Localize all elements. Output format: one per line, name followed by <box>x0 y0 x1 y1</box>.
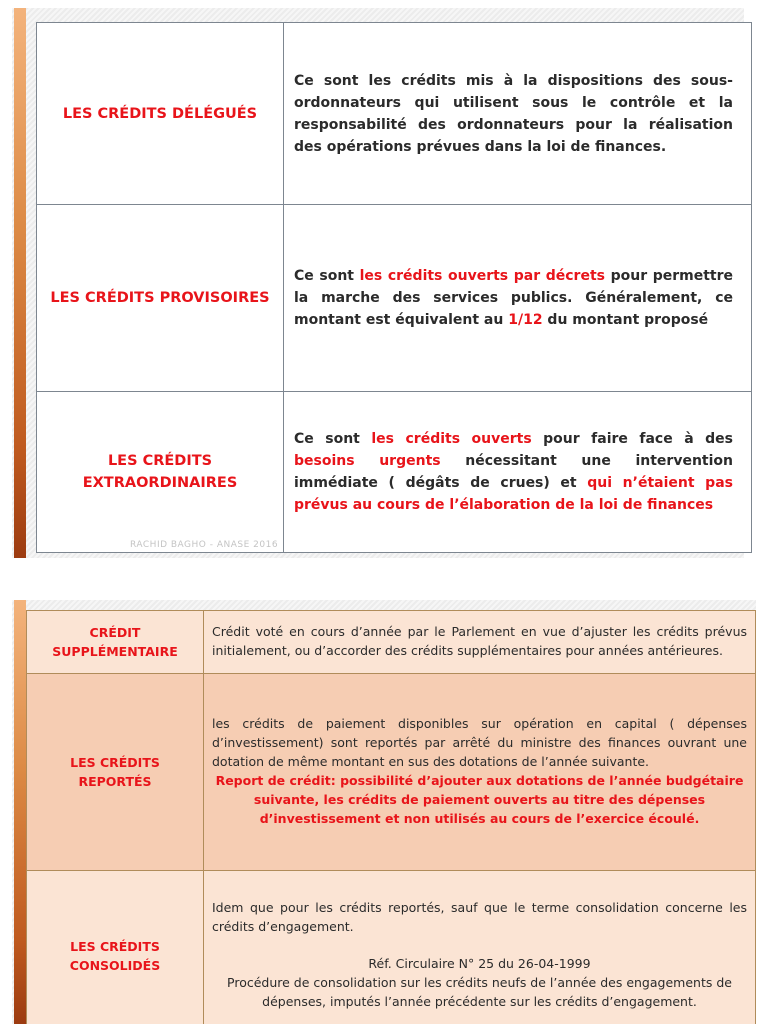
consolidation-procedure: Procédure de consolidation sur les crédits neufs de l’année des engagements de dépenses, imputés l’année précédente sur les crédits d’engagement. <box>227 975 732 1009</box>
text-highlight: 1/12 <box>508 312 543 328</box>
row-text-provisoires <box>284 205 752 392</box>
circulaire-reference: Réf. Circulaire N° 25 du 26-04-1999 <box>368 956 591 971</box>
row-label-provisoires: LES CRÉDITS PROVISOIRES <box>37 205 284 392</box>
text-highlight: les crédits ouverts <box>371 431 532 447</box>
table-row <box>27 871 756 1024</box>
table-row <box>27 674 756 871</box>
row-text-extraordinaires <box>284 392 752 553</box>
table-row <box>27 611 756 674</box>
text-highlight: qui n’étaient pas prévus au cours de l’élaboration de la loi de finances <box>294 475 733 513</box>
text-segment: du montant proposé <box>542 312 709 328</box>
row-label-delegues: LES CRÉDITS DÉLÉGUÉS <box>37 23 284 205</box>
row-text-consolides <box>204 871 756 1024</box>
credits-table <box>36 22 752 553</box>
row-label-reportes: LES CRÉDITS REPORTÉS <box>27 674 204 871</box>
accent-bar <box>14 8 26 558</box>
row-text-delegues: Ce sont les crédits mis à la dispositions des sous-ordonnateurs qui utilisent sous le contrôle et la responsabilité des ordonnateurs pour la réalisation des opérations prévues dans la loi de finances. <box>284 23 752 205</box>
text-segment: Ce sont <box>294 431 372 447</box>
table-row <box>37 205 752 392</box>
row-text-supplementaire: Crédit voté en cours d’année par le Parlement en vue d’ajuster les crédits prévus initialement, ou d’accorder des crédits supplémentaires pour années antérieures. <box>204 611 756 674</box>
table-row <box>37 392 752 553</box>
row-paragraph: Idem que pour les crédits reportés, sauf que le terme consolidation concerne les crédits d’engagement. <box>212 900 747 934</box>
report-definition: Report de crédit: possibilité d’ajouter aux dotations de l’année budgétaire suivante, les crédits de paiement ouverts au titre des dépenses d’investissement et non utilisés au cours de l’exercice écoulé. <box>215 773 744 826</box>
spacer <box>212 936 747 954</box>
row-label-extraordinaires: LES CRÉDITS EXTRAORDINAIRES <box>37 392 284 553</box>
watermark: RACHID BAGHO - ANASE 2016 <box>130 540 279 550</box>
text-segment: Ce sont <box>294 268 360 284</box>
row-label-consolides: LES CRÉDITS CONSOLIDÉS <box>27 871 204 1024</box>
slide-credits-types <box>12 8 744 558</box>
text-segment: nécessitant une intervention immédiate ( dégâts de crues) et <box>294 453 733 491</box>
table-row <box>37 23 752 205</box>
accent-bar <box>14 600 26 1024</box>
credits-table <box>26 610 756 1024</box>
text-highlight: les crédits ouverts par décrets <box>359 268 605 284</box>
row-text-reportes <box>204 674 756 871</box>
row-paragraph: les crédits de paiement disponibles sur opération en capital ( dépenses d’investissement) sont reportés par arrêté du ministre des finances ouvrant une dotation de même montant en sus des dotations de l’année suivante. <box>212 716 747 769</box>
row-label-supplementaire: CRÉDIT SUPPLÉMENTAIRE <box>27 611 204 674</box>
text-segment: pour faire face à des <box>531 431 733 447</box>
slide-credits-adjustments <box>12 600 756 1024</box>
text-segment: pour permettre la marche des services publics. Généralement, ce montant est équivalent au <box>294 268 734 328</box>
text-highlight: besoins urgents <box>294 453 441 469</box>
